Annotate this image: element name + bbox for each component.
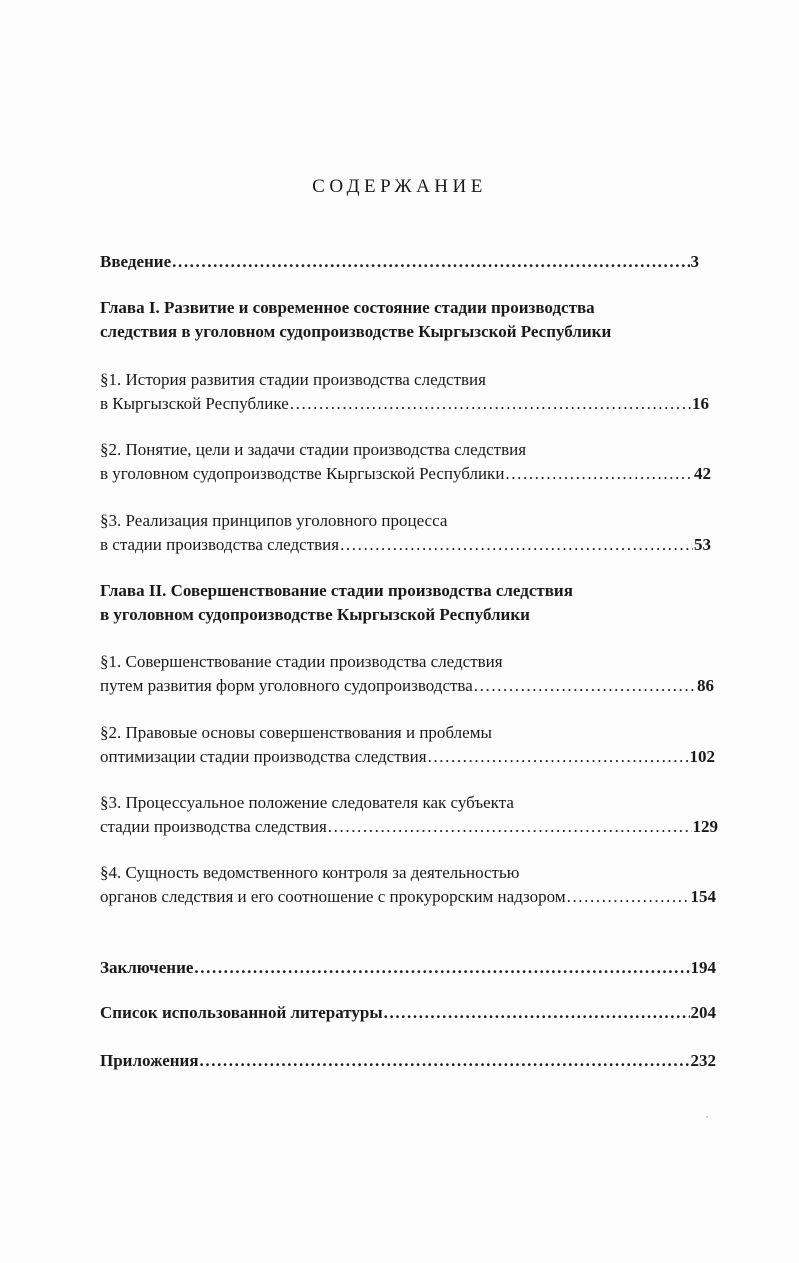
toc-page-number: 194 [690, 958, 716, 977]
toc-page-number: 3 [690, 252, 699, 271]
section-title-line: органов следствия и его соотношение с прокурорским надзором [100, 887, 566, 906]
leader-dots [505, 462, 693, 486]
section-title-line: в Кыргызской Республике [100, 394, 289, 413]
section-title-line: §1. Совершенствование стадии производства следствия [100, 652, 503, 671]
toc-page-number: 154 [690, 887, 716, 906]
toc-entry-ch1-s3[interactable] [100, 509, 711, 557]
section-title-line: путем развития форм уголовного судопроизводства [100, 676, 473, 695]
chapter-heading-line: Глава I. Развитие и современное состояние стадии производства [100, 298, 595, 317]
toc-page-number: 86 [697, 676, 714, 695]
chapter-heading-line: Глава II. Совершенствование стадии производства следствия [100, 581, 573, 600]
toc-entry-ch2-s2[interactable] [100, 721, 715, 769]
leader-dots [428, 745, 689, 769]
toc-entry-label: Заключение [100, 958, 194, 977]
leader-dots [340, 533, 693, 557]
toc-page-number: 102 [689, 747, 715, 766]
toc-entry-intro[interactable] [100, 250, 699, 274]
toc-entry-conclusion[interactable] [100, 956, 716, 980]
toc-page-number: 53 [694, 535, 711, 554]
toc-entry-ch2-s4[interactable] [100, 861, 716, 909]
leader-dots [384, 1001, 690, 1025]
toc-page-number: 42 [694, 464, 711, 483]
section-title-line: §3. Процессуальное положение следователя как субъекта [100, 793, 514, 812]
chapter-heading-line: следствия в уголовном судопроизводстве Кыргызской Республики [100, 322, 612, 341]
leader-dots [194, 956, 689, 980]
toc-entry-ch2-s3[interactable] [100, 791, 718, 839]
section-title-line: §1. История развития стадии производства следствия [100, 370, 486, 389]
chapter-2-heading[interactable] [100, 579, 710, 627]
leader-dots [567, 885, 690, 909]
leader-dots [290, 392, 691, 416]
leader-dots [172, 250, 689, 274]
chapter-heading-line: в уголовном судопроизводстве Кыргызской Республики [100, 605, 530, 624]
toc-entry-appendices[interactable] [100, 1049, 716, 1073]
toc-entry-ch1-s1[interactable] [100, 368, 709, 416]
section-title-line: оптимизации стадии производства следствия [100, 747, 427, 766]
toc-entry-label: Приложения [100, 1051, 199, 1070]
leader-dots [328, 815, 692, 839]
section-title-line: в уголовном судопроизводстве Кыргызской Республики [100, 464, 505, 483]
toc-entry-ch1-s2[interactable] [100, 438, 711, 486]
section-title-line: §4. Сущность ведомственного контроля за деятельностью [100, 863, 520, 882]
section-title-line: §2. Понятие, цели и задачи стадии производства следствия [100, 440, 527, 459]
toc-page-number: 204 [690, 1003, 716, 1022]
toc-page-number: 129 [692, 817, 718, 836]
scan-speck [706, 1116, 708, 1118]
leader-dots [200, 1049, 690, 1073]
page-title: СОДЕРЖАНИЕ [312, 176, 487, 197]
toc-entry-ch2-s1[interactable] [100, 650, 714, 698]
toc-entry-label: Список использованной литературы [100, 1003, 383, 1022]
toc-entry-bibliography[interactable] [100, 1001, 716, 1025]
chapter-1-heading[interactable] [100, 296, 710, 344]
section-title-line: стадии производства следствия [100, 817, 327, 836]
toc-page-number: 16 [692, 394, 709, 413]
section-title-line: §3. Реализация принципов уголовного процесса [100, 511, 448, 530]
toc-entry-label: Введение [100, 252, 172, 271]
section-title-line: §2. Правовые основы совершенствования и проблемы [100, 723, 492, 742]
leader-dots [474, 674, 696, 698]
section-title-line: в стадии производства следствия [100, 535, 340, 554]
toc-page-number: 232 [690, 1051, 716, 1070]
